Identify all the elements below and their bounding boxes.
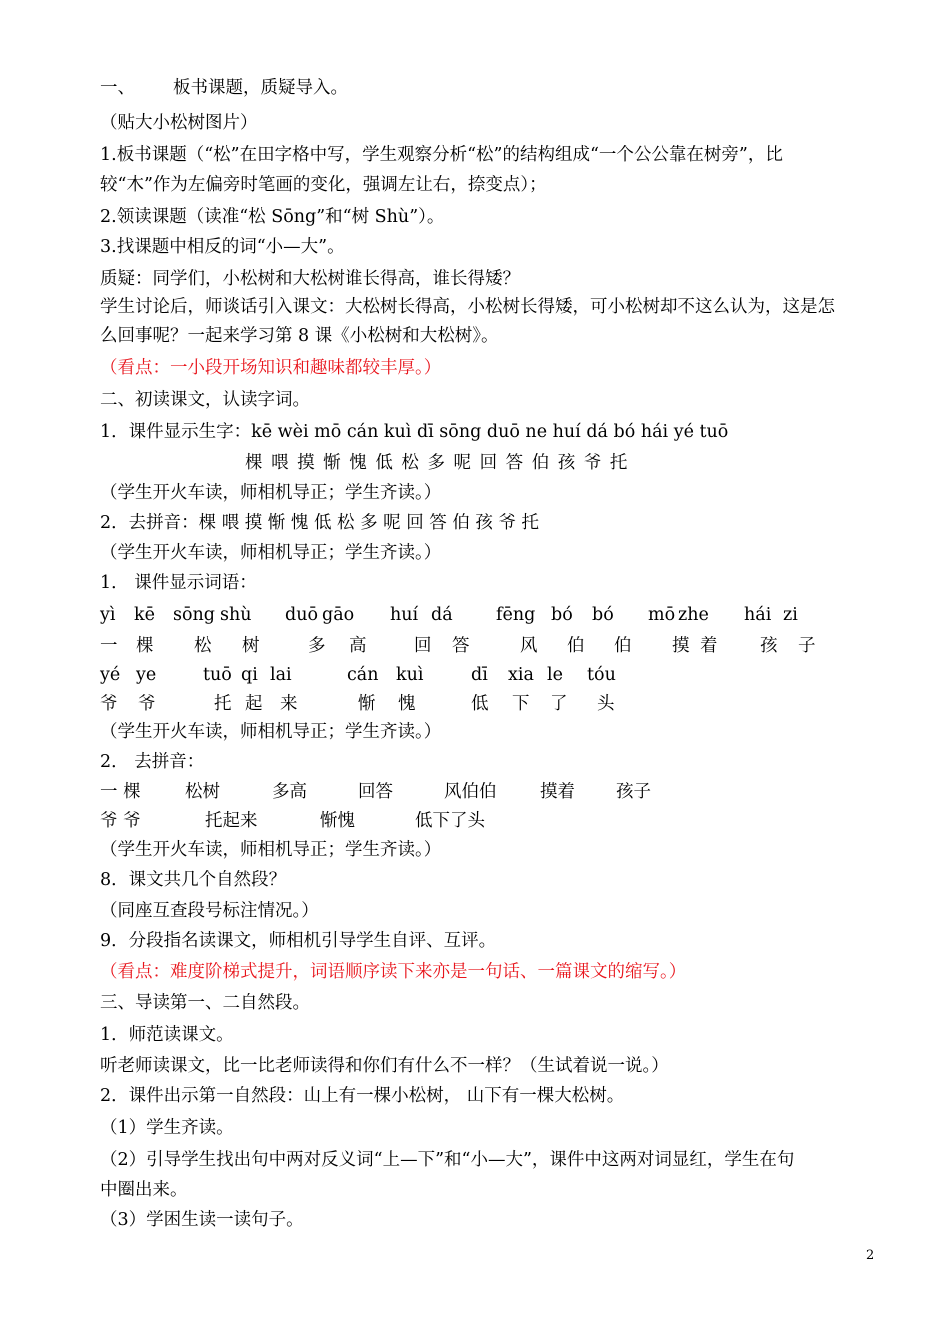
pinyin-syllable: bó xyxy=(592,605,614,625)
hanzi: 高 xyxy=(349,636,367,656)
pinyin-syllable: fēng xyxy=(496,605,536,625)
pinyin-syllable: yì xyxy=(100,605,116,625)
word: 惭愧 xyxy=(320,811,355,831)
hanzi: 来 xyxy=(280,694,298,714)
hanzi: 爷 xyxy=(138,694,156,714)
pinyin-syllable: yé xyxy=(100,665,121,685)
pinyin-syllable: dī xyxy=(471,665,488,685)
paragraph: 1． 课件显示词语： xyxy=(100,573,257,593)
paragraph: （1）学生齐读。 xyxy=(100,1118,234,1138)
hanzi: 子 xyxy=(798,636,816,656)
hanzi: 树 xyxy=(242,636,260,656)
pinyin-syllable: ye xyxy=(136,665,157,685)
paragraph: 1.板书课题（“松”在田字格中写，学生观察分析“松”的结构组成“一个公公靠在树旁”，比 xyxy=(100,145,783,165)
paragraph: 听老师读课文，比一比老师读得和你们有什么不一样？（生试着说一说。） xyxy=(100,1056,669,1076)
pinyin-syllable: kuì xyxy=(396,665,424,685)
hanzi: 头 xyxy=(597,694,615,714)
hanzi: 起 xyxy=(245,694,263,714)
pinyin-syllable: hái xyxy=(744,605,772,625)
hanzi: 伯 xyxy=(567,636,585,656)
hanzi: 摸 xyxy=(672,636,690,656)
paragraph: 么回事呢？一起来学习第 8 课《小松树和大松树》。 xyxy=(100,326,499,346)
section-1-heading xyxy=(100,74,890,103)
pinyin-syllable: sōng xyxy=(173,605,215,625)
word: 托起来 xyxy=(205,811,258,831)
section-1-number: 一、 xyxy=(100,78,135,98)
word: 一 棵 xyxy=(100,782,141,802)
word: 爷 爷 xyxy=(100,811,141,831)
pinyin-syllable: xia xyxy=(508,665,534,685)
paragraph: 2．去拼音：棵 喂 摸 惭 愧 低 松 多 呢 回 答 伯 孩 爷 托 xyxy=(100,513,540,533)
paragraph: （3）学困生读一读句子。 xyxy=(100,1210,304,1230)
paragraph: 2.领读课题（读准“松 Sōng”和“树 Shù”）。 xyxy=(100,207,445,227)
section-3-title: 三、导读第一、二自然段。 xyxy=(100,993,310,1013)
hanzi: 风 xyxy=(520,636,538,656)
hanzi: 伯 xyxy=(614,636,632,656)
paragraph: 2． 去拼音： xyxy=(100,752,205,772)
pinyin-syllable: zhe xyxy=(678,605,709,625)
pinyin-syllable: lai xyxy=(270,665,292,685)
hanzi: 回 xyxy=(414,636,432,656)
hanzi: 孩 xyxy=(760,636,778,656)
paragraph: （贴大小松树图片） xyxy=(100,113,258,133)
character-line: 棵 喂 摸 惭 愧 低 松 多 呢 回 答 伯 孩 爷 托 xyxy=(245,453,628,473)
pinyin-syllable: tóu xyxy=(587,665,616,685)
paragraph: 2．课件出示第一自然段：山上有一棵小松树， 山下有一棵大松树。 xyxy=(100,1086,625,1106)
paragraph: 8．课文共几个自然段？ xyxy=(100,870,287,890)
hanzi: 棵 xyxy=(136,636,154,656)
pinyin-syllable: shù xyxy=(220,605,252,625)
paragraph: 1．师范读课文。 xyxy=(100,1025,234,1045)
paragraph: （学生开火车读，师相机导正；学生齐读。） xyxy=(100,840,442,860)
word: 低下了头 xyxy=(415,811,485,831)
section-1-title: 板书课题，质疑导入。 xyxy=(173,78,348,98)
hanzi: 托 xyxy=(214,694,232,714)
pinyin-syllable: duō xyxy=(285,605,319,625)
pinyin-syllable: cán xyxy=(347,665,379,685)
paragraph: 质疑：同学们，小松树和大松树谁长得高，谁长得矮？ xyxy=(100,269,520,289)
hanzi: 惭 xyxy=(358,694,376,714)
hanzi: 愧 xyxy=(398,694,416,714)
paragraph: （同座互查段号标注情况。） xyxy=(100,901,319,921)
hanzi: 一 xyxy=(100,636,118,656)
paragraph: （学生开火车读，师相机导正；学生齐读。） xyxy=(100,483,442,503)
paragraph: （学生开火车读，师相机导正；学生齐读。） xyxy=(100,543,442,563)
hanzi: 下 xyxy=(512,694,530,714)
paragraph: 9．分段指名读课文，师相机引导学生自评、互评。 xyxy=(100,931,497,951)
paragraph: 3.找课题中相反的词“小—大”。 xyxy=(100,237,345,257)
hanzi: 松 xyxy=(194,636,212,656)
pinyin-syllable: zi xyxy=(783,605,798,625)
hanzi: 答 xyxy=(452,636,470,656)
pinyin-syllable: le xyxy=(547,665,563,685)
word: 回答 xyxy=(358,782,393,802)
word: 摸着 xyxy=(540,782,575,802)
pinyin-syllable: bó xyxy=(551,605,573,625)
paragraph: 中圈出来。 xyxy=(100,1180,188,1200)
word: 松树 xyxy=(185,782,220,802)
pinyin-syllable: kē xyxy=(134,605,155,625)
highlight-comment: （看点：一小段开场知识和趣味都较丰厚。） xyxy=(100,358,442,378)
highlight-comment: （看点：难度阶梯式提升，词语顺序读下来亦是一句话、一篇课文的缩写。） xyxy=(100,962,687,982)
word: 多高 xyxy=(272,782,307,802)
pinyin-syllable: huí xyxy=(390,605,419,625)
pinyin-syllable: mō xyxy=(648,605,676,625)
page-number: 2 xyxy=(866,1248,875,1263)
section-2-title: 二、初读课文，认读字词。 xyxy=(100,390,310,410)
paragraph: （2）引导学生找出句中两对反义词“上—下”和“小—大”，课件中这两对词显红，学生在句 xyxy=(100,1150,795,1170)
pinyin-line: 1．课件显示生字：kē wèi mō cán kuì dī sōng duō ne huí dá bó hái yé tuō xyxy=(100,422,729,442)
hanzi: 低 xyxy=(471,694,489,714)
word: 孩子 xyxy=(616,782,651,802)
hanzi: 了 xyxy=(550,694,568,714)
pinyin-syllable: gāo xyxy=(322,605,355,625)
paragraph: （学生开火车读，师相机导正；学生齐读。） xyxy=(100,722,442,742)
pinyin-syllable: dá xyxy=(431,605,453,625)
paragraph: 学生讨论后，师谈话引入课文：大松树长得高，小松树长得矮，可小松树却不这么认为，这是怎 xyxy=(100,297,835,317)
hanzi: 爷 xyxy=(100,694,118,714)
hanzi: 多 xyxy=(308,636,326,656)
hanzi: 着 xyxy=(700,636,718,656)
pinyin-syllable: tuō xyxy=(203,665,232,685)
pinyin-syllable: qi xyxy=(241,665,258,685)
word: 风伯伯 xyxy=(444,782,497,802)
paragraph: 较“木”作为左偏旁时笔画的变化，强调左让右，捺变点）； xyxy=(100,175,547,195)
